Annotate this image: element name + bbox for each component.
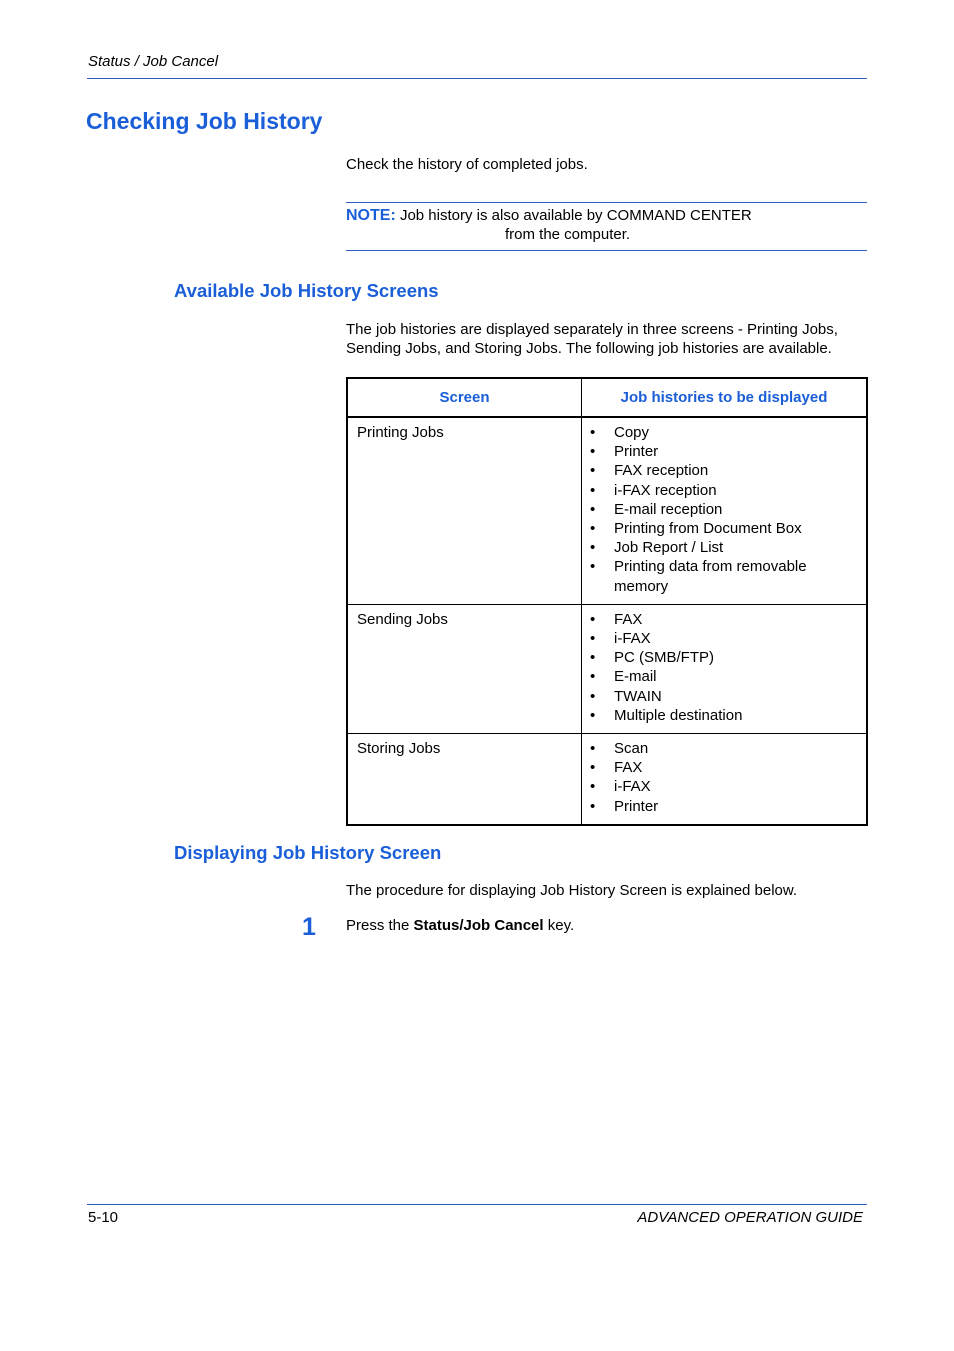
- list-item: • Copy: [590, 424, 650, 441]
- procedure-intro: The procedure for displaying Job History Screen is explained below.: [346, 882, 798, 899]
- list-item: • Printer: [590, 443, 659, 461]
- list-item: • Printing from Document Box: [590, 520, 802, 538]
- footer-rule: [87, 1204, 867, 1205]
- guide-title: ADVANCED OPERATION GUIDE: [637, 1209, 863, 1226]
- list-item: • FAX: [590, 759, 643, 777]
- column-header-screen: Screen: [347, 378, 582, 417]
- list-item: • Job Report / List: [590, 539, 724, 557]
- step-text: [346, 916, 574, 935]
- list-item: • E-mail: [590, 668, 657, 686]
- list-item: • Multiple destination: [590, 706, 743, 724]
- list-item: • E-mail reception: [590, 500, 723, 518]
- history-list: [582, 610, 866, 725]
- table-row-printing-jobs: [347, 417, 867, 604]
- running-header: Status / Job Cancel: [88, 53, 219, 70]
- list-item: • PC (SMB/FTP): [590, 649, 714, 667]
- screen-cell: Sending Jobs: [347, 604, 582, 733]
- job-history-table: [346, 377, 868, 826]
- list-item: • Printer: [590, 797, 659, 815]
- section-paragraph: [346, 320, 838, 358]
- table-header-row: [347, 378, 867, 417]
- list-item: • i-FAX: [590, 630, 651, 648]
- note-line-1: [346, 207, 752, 225]
- table-row-sending-jobs: [347, 604, 867, 733]
- step-suffix: key.: [543, 917, 575, 934]
- list-item: • FAX: [590, 610, 643, 628]
- histories-cell: [582, 417, 868, 604]
- list-item: • FAX reception: [590, 462, 709, 480]
- history-list: [582, 739, 866, 816]
- screen-cell: Printing Jobs: [347, 417, 582, 604]
- histories-cell: [582, 604, 868, 733]
- note-box: [346, 202, 867, 251]
- key-name: Status/Job Cancel: [413, 917, 544, 934]
- list-item: • Scan: [590, 740, 649, 758]
- section-heading-displaying: Displaying Job History Screen: [174, 842, 442, 863]
- page-title: Checking Job History: [86, 108, 323, 134]
- intro-text: Check the history of completed jobs.: [346, 156, 588, 173]
- list-item: • i-FAX reception: [590, 481, 717, 499]
- step-number: 1: [302, 913, 316, 941]
- header-rule: [87, 78, 867, 79]
- screen-cell: Storing Jobs: [347, 734, 582, 825]
- page-number: 5-10: [88, 1209, 119, 1226]
- step-prefix: Press the: [346, 917, 414, 934]
- table-row-storing-jobs: [347, 734, 867, 825]
- note-label: NOTE:: [346, 207, 396, 224]
- paragraph-line: The job histories are displayed separately in three screens - Printing Jobs,: [346, 321, 838, 338]
- histories-cell: [582, 734, 868, 825]
- list-item: • i-FAX: [590, 778, 651, 796]
- note-text: Job history is also available by COMMAND CENTER: [399, 207, 752, 224]
- list-item: • TWAIN: [590, 687, 662, 705]
- paragraph-line: Sending Jobs, and Storing Jobs. The following job histories are available.: [346, 340, 832, 357]
- list-item: • Printing data from removable memory: [590, 558, 807, 595]
- history-list: [582, 423, 866, 596]
- section-heading-available: Available Job History Screens: [174, 280, 439, 301]
- column-header-histories: Job histories to be displayed: [582, 378, 868, 417]
- note-line-2: from the computer.: [505, 226, 631, 243]
